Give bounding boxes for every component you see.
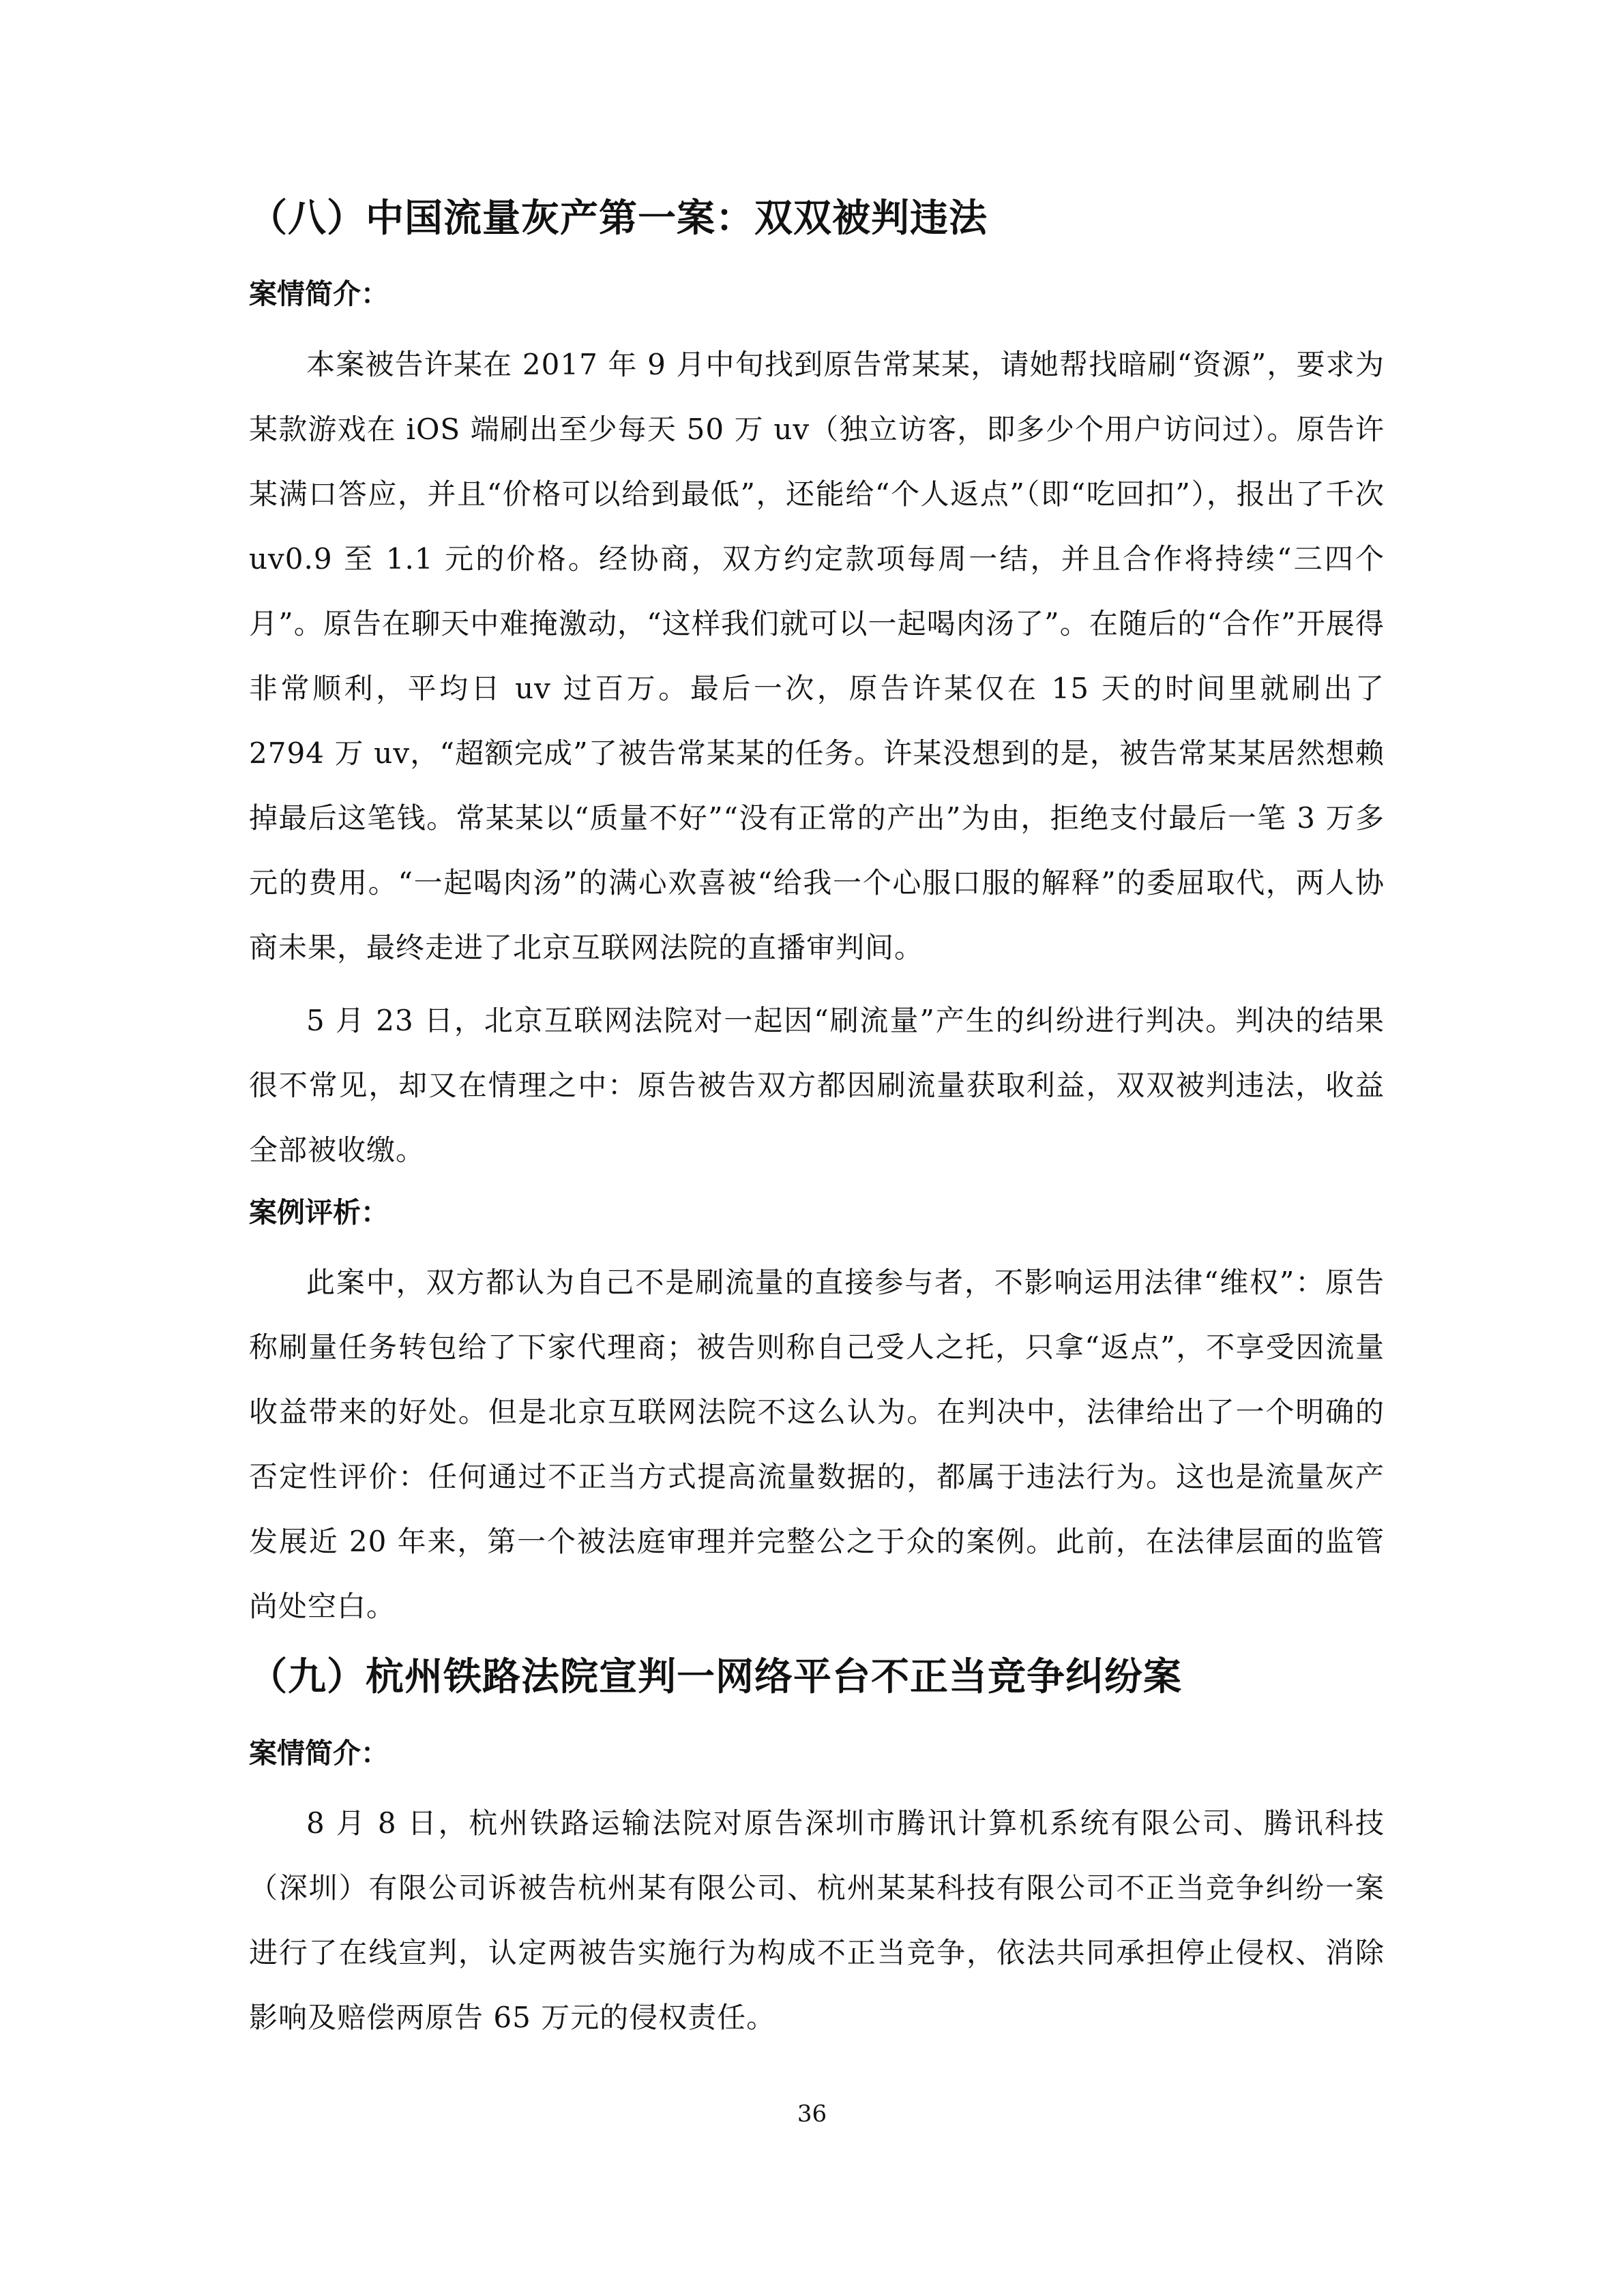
section-title-8: （八）中国流量灰产第一案：双双被判违法: [249, 196, 988, 241]
case-review-heading: 案例评析：: [249, 1195, 389, 1229]
case-paragraph: 8 月 8 日，杭州铁路运输法院对原告深圳市腾讯计算机系统有限公司、腾讯科技（深圳）有限公司诉被告杭州某有限公司、杭州某某科技有限公司不正当竞争纠纷一案进行了在线宣判，认定两被告实施行为构成不正当竞争，依法共同承担停止侵权、消除影响及赔偿两原告 65 万元的侵权责任。: [249, 1806, 1385, 2035]
page-number: 36: [797, 2100, 827, 2128]
case-intro-heading: 案情简介：: [249, 278, 389, 311]
case-paragraph: 5 月 23 日，北京互联网法院对一起因“刷流量”产生的纠纷进行判决。判决的结果很不常见，却又在情理之中：原告被告双方都因刷流量获取利益，双双被判违法，收益全部被收缴。: [249, 1003, 1385, 1167]
case-paragraph: 本案被告许某在 2017 年 9 月中旬找到原告常某某，请她帮找暗刷“资源”，要求为某款游戏在 iOS 端刷出至少每天 50 万 uv（独立访客，即多少个用户访问过）。原告许某满口答应，并且“价格可以给到最低”，还能给“个人返点”（即“吃回扣”），报出了千次 uv0.9 至 1.1 元的价格。经协商，双方约定款项每周一结，并且合作将持续“三四个月”。原告在聊天中难掩激动，“这样我们就可以一起喝肉汤了”。在随后的“合作”开展得非常顺利，平均日 uv 过百万。最后一次，原告许某仅在 15 天的时间里就刷出了 2794 万 uv，“超额完成”了被告常某某的任务。许某没想到的是，被告常某某居然想赖掉最后这笔钱。常某某以“质量不好”“没有正常的产出”为由，拒绝支付最后一笔 3 万多元的费用。“一起喝肉汤”的满心欢喜被“给我一个心服口服的解释”的委屈取代，两人协商未果，最终走进了北京互联网法院的直播审判间。: [249, 347, 1385, 964]
section-title-9: （九）杭州铁路法院宣判一网络平台不正当竞争纠纷案: [249, 1655, 1182, 1700]
page-content: [249, 191, 1385, 2058]
case-intro-heading: 案情简介：: [249, 1736, 389, 1770]
review-paragraph: 此案中，双方都认为自己不是刷流量的直接参与者，不影响运用法律“维权”：原告称刷量任务转包给了下家代理商；被告则称自己受人之托，只拿“返点”，不享受因流量收益带来的好处。但是北京互联网法院不这么认为。在判决中，法律给出了一个明确的否定性评价：任何通过不正当方式提高流量数据的，都属于违法行为。这也是流量灰产发展近 20 年来，第一个被法庭审理并完整公之于众的案例。此前，在法律层面的监管尚处空白。: [249, 1266, 1385, 1624]
